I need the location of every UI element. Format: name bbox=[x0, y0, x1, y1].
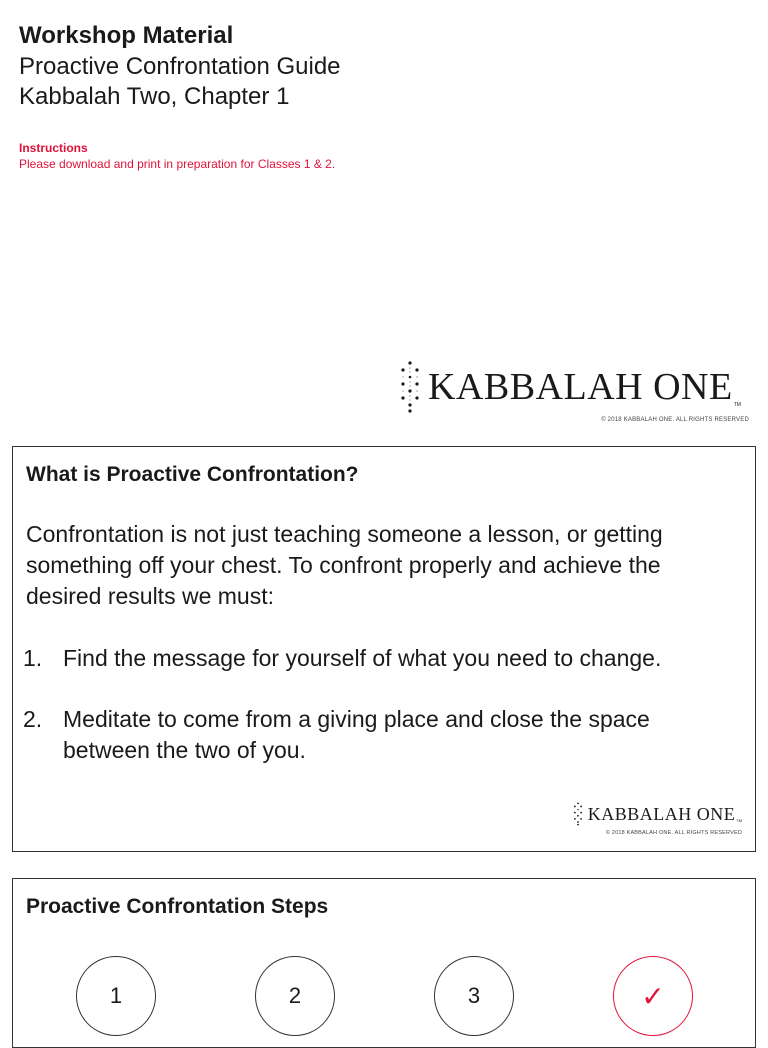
list-item-text: Meditate to come from a giving place and close the space between the two of you. bbox=[63, 706, 650, 763]
copyright-notice: © 2018 KABBALAH ONE. ALL RIGHTS RESERVED bbox=[605, 830, 742, 836]
tree-of-life-dots-icon bbox=[400, 360, 420, 414]
guide-subtitle: Proactive Confrontation Guide bbox=[19, 53, 341, 80]
instructions-heading: Instructions bbox=[19, 141, 88, 155]
tree-of-life-dots-icon bbox=[573, 802, 583, 826]
step-circle-2: 2 bbox=[255, 956, 335, 1036]
instructions-text: Please download and print in preparation for Classes 1 & 2. bbox=[19, 157, 336, 171]
logo-wordmark: KABBALAH ONE bbox=[587, 803, 736, 824]
list-item bbox=[23, 643, 743, 674]
list-item bbox=[23, 704, 743, 766]
trademark-mark: TM bbox=[736, 818, 742, 823]
slide-intro-text: Confrontation is not just teaching someone a lesson, or getting something off your chest. To confront properly and achieve the desired results we must: bbox=[26, 521, 663, 609]
slide-confrontation-steps bbox=[12, 878, 756, 1048]
list-item-number: 2. bbox=[23, 706, 43, 732]
kabbalah-one-logo-small bbox=[573, 802, 742, 826]
list-item-text: Find the message for yourself of what you need to change. bbox=[63, 645, 662, 671]
step-circle-1: 1 bbox=[76, 956, 156, 1036]
logo-wordmark: KABBALAH ONE bbox=[428, 366, 733, 408]
kabbalah-one-logo bbox=[400, 360, 741, 414]
slide-title: Proactive Confrontation Steps bbox=[26, 895, 329, 918]
list-item-number: 1. bbox=[23, 645, 43, 671]
trademark-mark: TM bbox=[733, 402, 741, 408]
chapter-label: Kabbalah Two, Chapter 1 bbox=[19, 83, 290, 110]
step-circle-3: 3 bbox=[434, 956, 514, 1036]
page-title: Workshop Material bbox=[19, 22, 234, 49]
copyright-notice: © 2018 KABBALAH ONE. ALL RIGHTS RESERVED bbox=[601, 417, 749, 423]
checkmark-icon: ✓ bbox=[613, 956, 693, 1036]
slide-title: What is Proactive Confrontation? bbox=[26, 463, 359, 486]
slide-what-is-confrontation bbox=[12, 446, 756, 852]
